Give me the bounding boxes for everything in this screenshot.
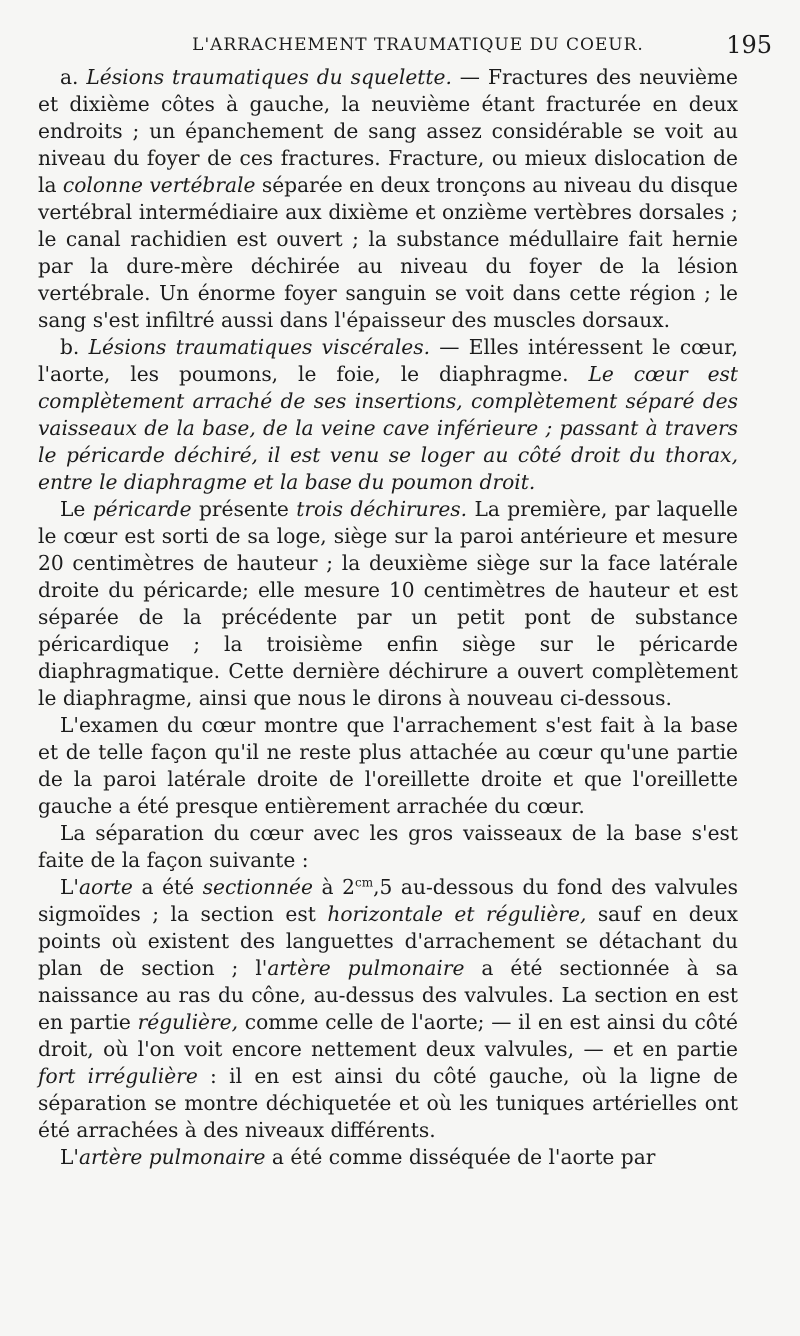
paragraph-pericardium <box>38 496 738 712</box>
paragraph-pulmonary-artery <box>38 1144 738 1171</box>
italic-term: sectionnée <box>202 875 313 899</box>
italic-term: péricarde <box>92 497 192 521</box>
text-run: comme celle de l'aorte; — il en est ainsi du côté droit, où l'on voit encore nettement deux valvules, — et en partie <box>38 1010 738 1061</box>
body-text <box>38 64 738 1171</box>
section-heading: Lésions traumatiques viscérales. <box>88 335 431 359</box>
text-run: à 2 <box>312 875 355 899</box>
section-label: a. <box>60 65 79 89</box>
italic-term: horizontale et régulière, <box>327 902 587 926</box>
paragraph-skeletal-lesions <box>38 64 738 334</box>
text-run: a été comme disséquée de l'aorte par <box>265 1145 656 1169</box>
unit-superscript: cm <box>354 875 374 890</box>
text-run: a été <box>132 875 203 899</box>
italic-term: régulière, <box>137 1010 239 1034</box>
text-run: Le <box>60 497 93 521</box>
paragraph-heart-exam: L'examen du cœur montre que l'arrachement s'est fait à la base et de telle façon qu'il ne reste plus attachée au cœur qu'une partie de la paroi latérale droite de l'oreillette droite et que l'oreillette gauche a été presque entièrement arrachée du cœur. <box>38 713 738 818</box>
italic-term: fort irrégulière <box>38 1064 198 1088</box>
text-run: sauf en deux points où existent des languettes d'arrachement se détachant du plan de section ; l' <box>38 902 738 980</box>
italic-term: trois déchirures. <box>296 497 468 521</box>
paragraph-separation: La séparation du cœur avec les gros vaisseaux de la base s'est faite de la façon suivante : <box>38 821 738 872</box>
italic-passage: Le cœur est complètement arraché de ses insertions, complètement séparé des vaisseaux de la base, de la veine cave inférieure ; passant à travers le péricarde déchiré, il est venu se loger au côté droit du thorax, entre le diaphragme et la base du poumon droit. <box>38 362 738 494</box>
text-run: La première, par laquelle le cœur est sorti de sa loge, siège sur la paroi antérieure et mesure 20 centimètres de hauteur ; la deuxième siège sur la face latérale droite du péricarde; elle mesure 10 centimètres de hauteur et est séparée de la précédente par un petit pont de substance péricardique ; la troisième enfin siège sur le péricarde diaphragmatique. Cette dernière déchirure a ouvert complètement le diaphragme, ainsi que nous le dirons à nouveau ci-dessous. <box>38 497 738 710</box>
text-run: ,5 au-dessous du fond des valvules sigmoïdes ; la section est <box>38 875 738 926</box>
italic-term: colonne vertébrale <box>62 173 256 197</box>
text-run: séparée en deux tronçons au niveau du disque vertébral intermédiaire aux dixième et onzième vertèbres dorsales ; le canal rachidien est ouvert ; la substance médullaire fait hernie par la dure-mère déchirée au niveau du foyer de la lésion vertébrale. Un énorme foyer sanguin se voit dans cette région ; le sang s'est infiltré aussi dans l'épaisseur des muscles dorsaux. <box>38 173 738 332</box>
italic-term: aorte <box>78 875 133 899</box>
italic-term: artère pulmonaire <box>78 1145 266 1169</box>
text-run: : il en est ainsi du côté gauche, où la ligne de séparation se montre déchiquetée et où les tuniques artérielles ont été arrachées à des niveaux différents. <box>38 1064 738 1142</box>
text-run: présente <box>191 497 297 521</box>
running-head <box>38 30 772 64</box>
page-number: 195 <box>726 31 772 59</box>
text-run: L' <box>60 875 79 899</box>
italic-term: artère pulmonaire <box>267 956 465 980</box>
text-run: — Elles intéressent le cœur, l'aorte, les poumons, le foie, le diaphragme. <box>38 335 738 386</box>
text-run: — Fractures des neuvième et dixième côtes à gauche, la neuvième étant fracturée en deux endroits ; un épanchement de sang assez considérable se voit au niveau du foyer de ces fractures. Fracture, ou mieux dislocation de la <box>38 65 738 197</box>
paragraph-aorta <box>38 874 738 1144</box>
paragraph-visceral-lesions <box>38 334 738 496</box>
section-label: b. <box>60 335 80 359</box>
text-run: a été sectionnée à sa naissance au ras du cône, au-dessus des valvules. La section en est en partie <box>38 956 738 1034</box>
running-title: L'ARRACHEMENT TRAUMATIQUE DU COEUR. <box>192 35 644 55</box>
section-heading: Lésions traumatiques du squelette. <box>86 65 452 89</box>
text-run: L' <box>60 1145 79 1169</box>
